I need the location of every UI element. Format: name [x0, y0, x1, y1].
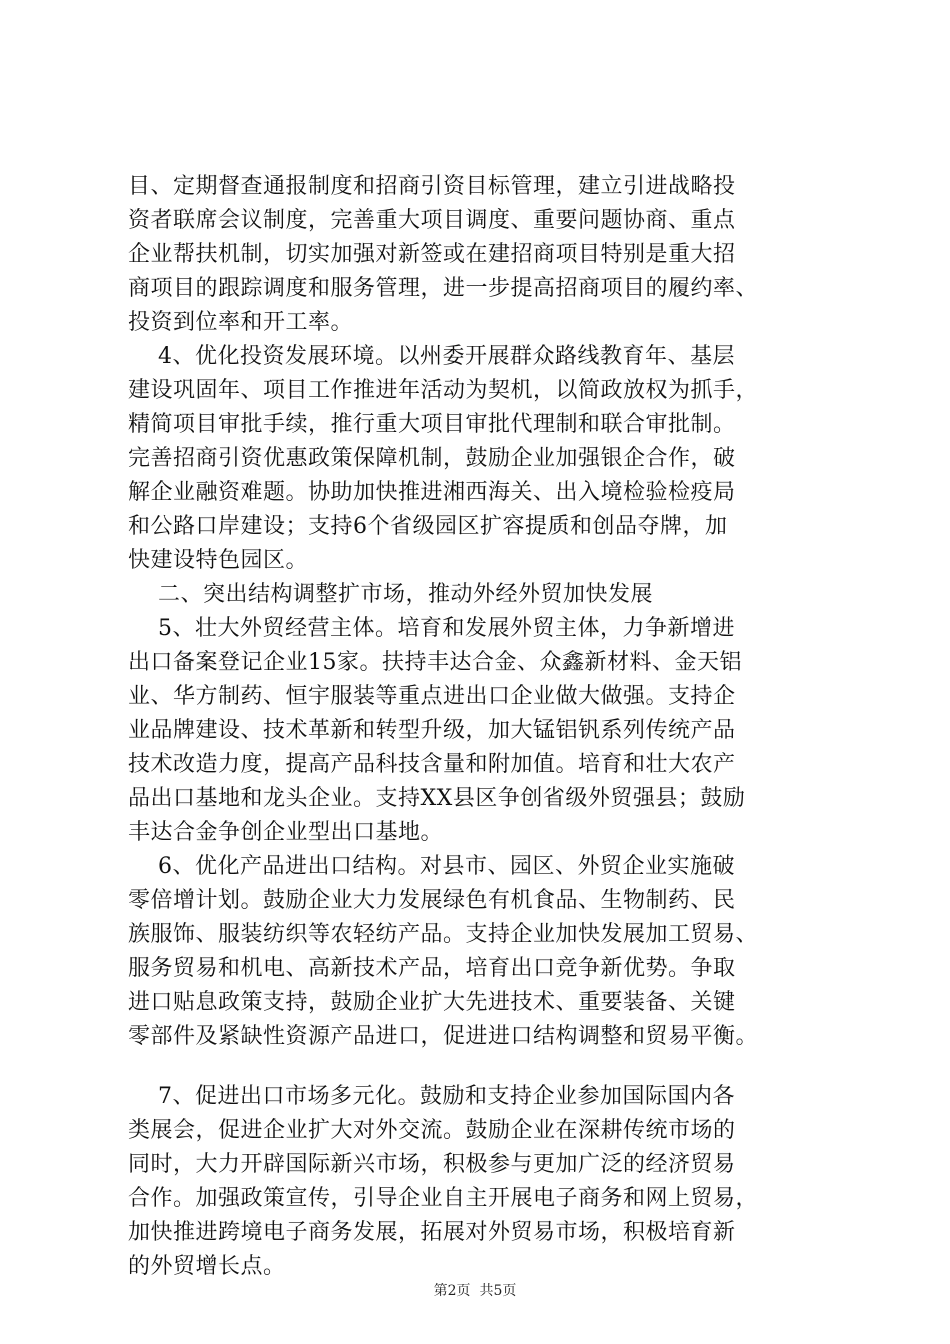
- page-number-footer: 第2页 共5页: [433, 1283, 517, 1299]
- text-line: 加快推进跨境电子商务发展，拓展对外贸易市场，积极培育新: [128, 1220, 736, 1245]
- text-line: 6、优化产品进出口结构。对县市、园区、外贸企业实施破: [128, 854, 735, 879]
- text-line: 5、壮大外贸经营主体。培育和发展外贸主体，力争新增进: [128, 616, 735, 641]
- text-line: 企业帮扶机制，切实加强对新签或在建招商项目特别是重大招: [128, 242, 736, 267]
- text-line: 精简项目审批手续，推行重大项目审批代理制和联合审批制。: [128, 412, 736, 437]
- text-line: 品出口基地和龙头企业。支持XX县区争创省级外贸强县；鼓励: [128, 786, 746, 811]
- text-line: 同时，大力开辟国际新兴市场，积极参与更加广泛的经济贸易: [128, 1152, 736, 1177]
- text-line: 技术改造力度，提高产品科技含量和附加值。培育和壮大农产: [128, 752, 736, 777]
- text-line: 族服饰、服装纺织等农轻纺产品。支持企业加快发展加工贸易、: [128, 922, 759, 947]
- text-line: 商项目的跟踪调度和服务管理，进一步提高招商项目的履约率、: [128, 276, 759, 301]
- text-line: 服务贸易和机电、高新技术产品，培育出口竞争新优势。争取: [128, 956, 736, 981]
- text-line: 快建设特色园区。: [128, 548, 309, 573]
- paragraph-gap: [128, 1054, 828, 1080]
- text-line: 进口贴息政策支持，鼓励企业扩大先进技术、重要装备、关键: [128, 990, 736, 1015]
- text-line: 零倍增计划。鼓励企业大力发展绿色有机食品、生物制药、民: [128, 888, 736, 913]
- text-line: 和公路口岸建设；支持6个省级园区扩容提质和创品夺牌，加: [128, 514, 728, 539]
- text-line: 完善招商引资优惠政策保障机制，鼓励企业加强银企合作，破: [128, 446, 736, 471]
- section-heading: 二、突出结构调整扩市场，推动外经外贸加快发展: [128, 582, 653, 607]
- text-line: 业品牌建设、技术革新和转型升级，加大锰铝钒系列传统产品: [128, 718, 736, 743]
- text-line: 投资到位率和开工率。: [128, 310, 354, 335]
- text-line: 4、优化投资发展环境。以州委开展群众路线教育年、基层: [128, 344, 735, 369]
- text-line: 目、定期督查通报制度和招商引资目标管理，建立引进战略投: [128, 174, 736, 199]
- text-line: 丰达合金争创企业型出口基地。: [128, 820, 444, 845]
- text-line: 出口备案登记企业15家。扶持丰达合金、众鑫新材料、金天铝: [128, 650, 742, 675]
- text-line: 零部件及紧缺性资源产品进口，促进进口结构调整和贸易平衡。: [128, 1024, 759, 1049]
- text-line: 7、促进出口市场多元化。鼓励和支持企业参加国际国内各: [128, 1084, 735, 1109]
- text-line: 类展会，促进企业扩大对外交流。鼓励企业在深耕传统市场的: [128, 1118, 736, 1143]
- text-line: 解企业融资难题。协助加快推进湘西海关、出入境检验检疫局: [128, 480, 736, 505]
- text-line: 业、华方制药、恒宇服装等重点进出口企业做大做强。支持企: [128, 684, 736, 709]
- text-line: 资者联席会议制度，完善重大项目调度、重要问题协商、重点: [128, 208, 736, 233]
- text-line: 合作。加强政策宣传，引导企业自主开展电子商务和网上贸易，: [128, 1186, 759, 1211]
- document-body: [128, 170, 828, 1284]
- text-line: 的外贸增长点。: [128, 1254, 286, 1279]
- text-line: 建设巩固年、项目工作推进年活动为契机，以简政放权为抓手，: [128, 378, 759, 403]
